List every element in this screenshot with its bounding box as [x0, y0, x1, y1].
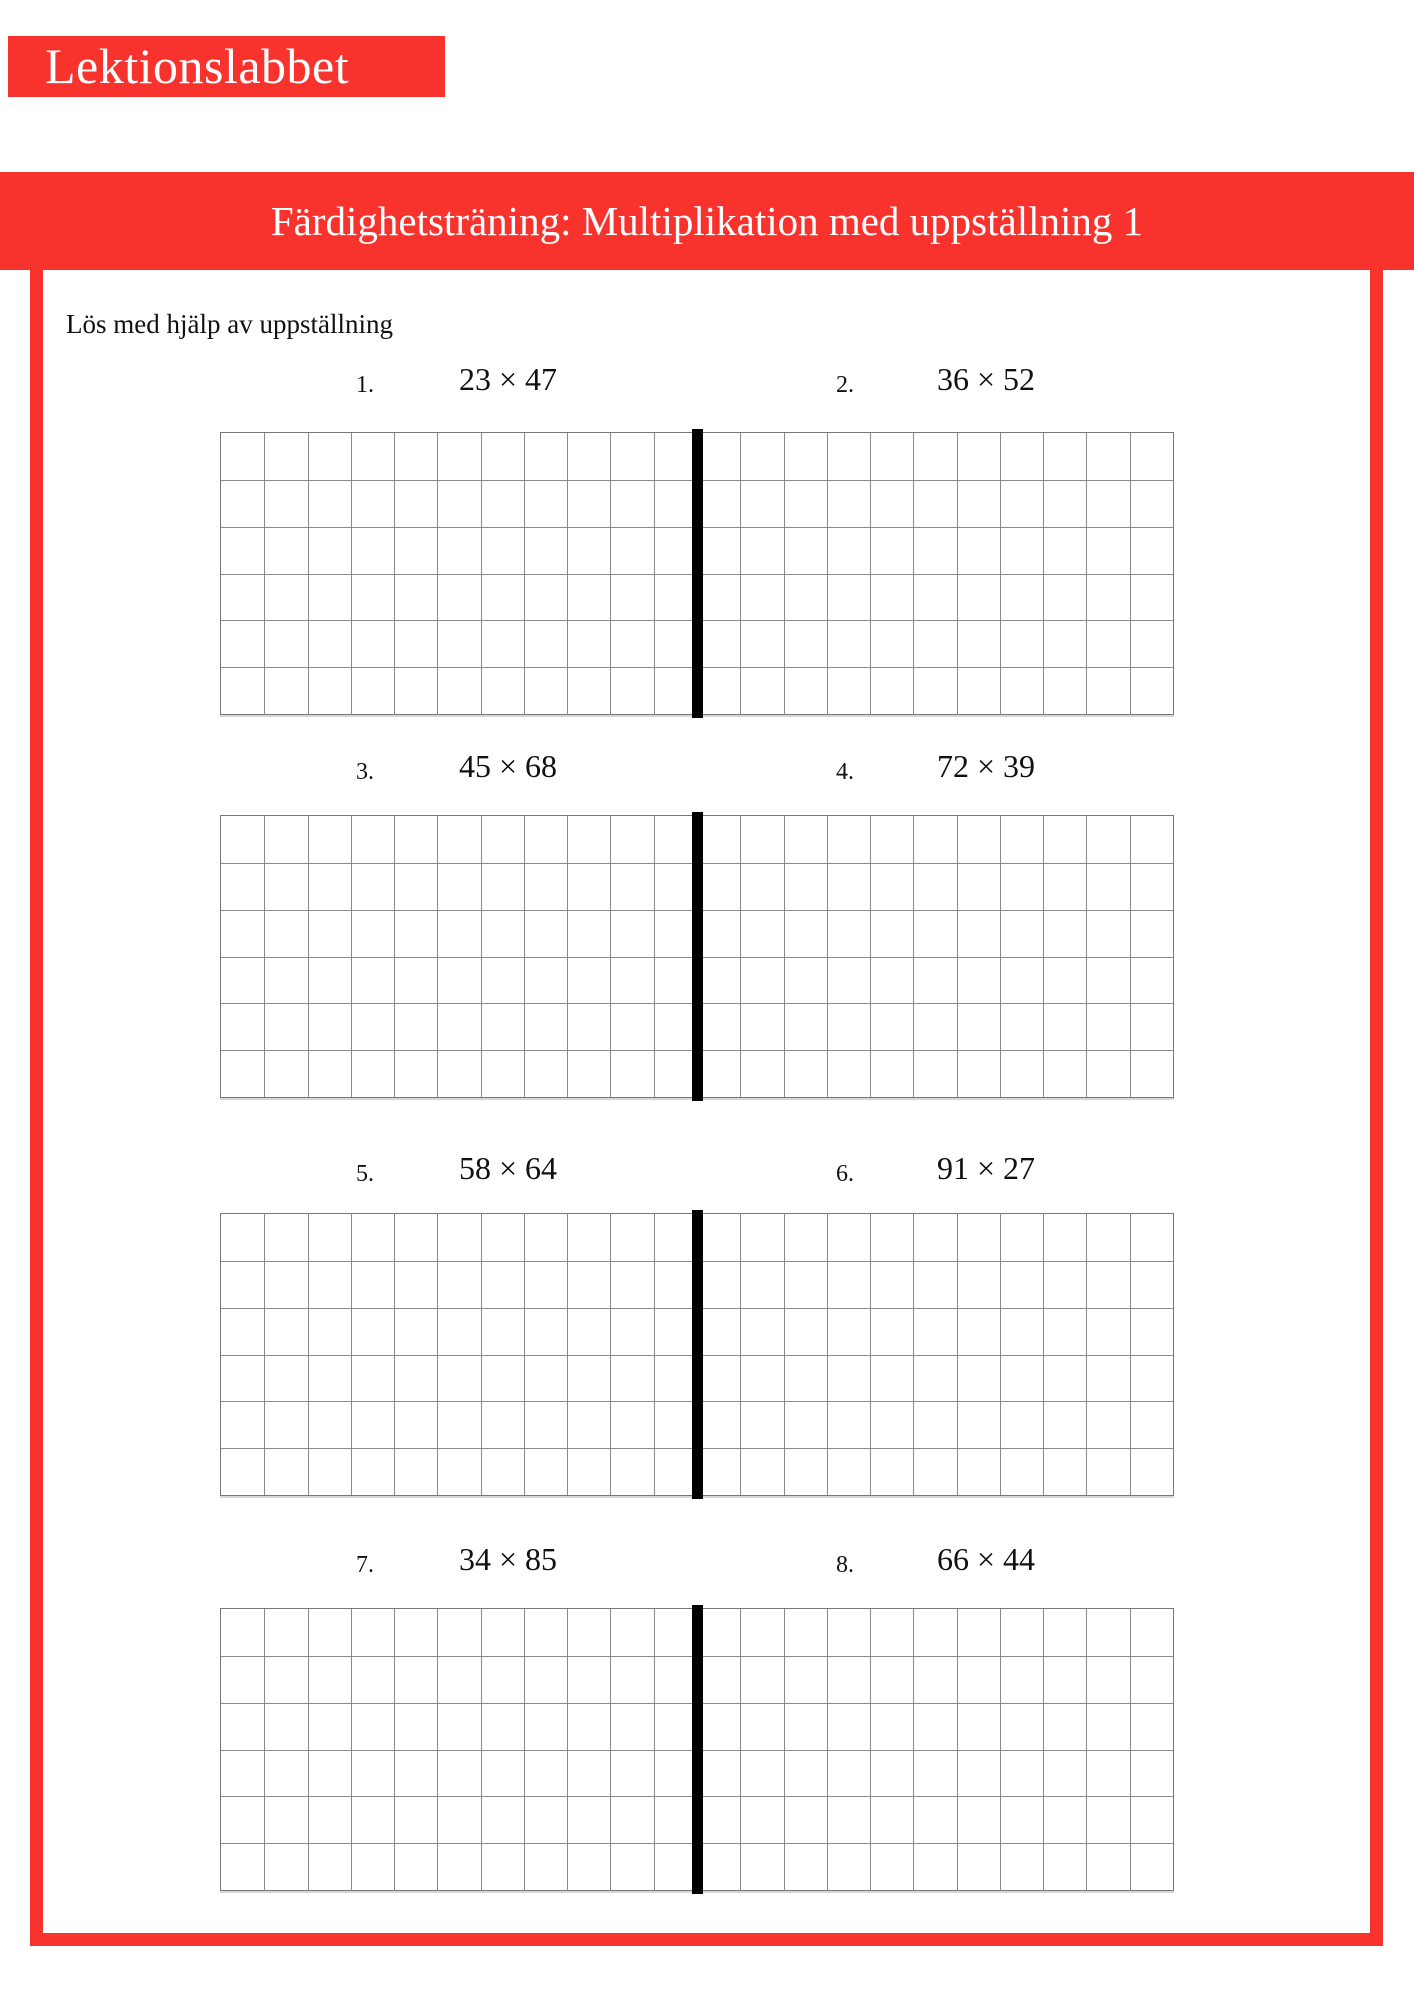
- problem-number: 7.: [356, 1552, 374, 1578]
- working-grid: [220, 1213, 1174, 1496]
- problem-labels: [0, 1543, 1414, 1615]
- page-title: Färdighetsträning: Multiplikation med uppställning 1: [270, 198, 1144, 244]
- problem-expression: 36 × 52: [936, 361, 1036, 397]
- problem-expression: 34 × 85: [458, 1541, 558, 1577]
- grid-center-divider: [692, 429, 703, 718]
- problem-expression: 66 × 44: [936, 1541, 1036, 1577]
- grid-center-divider: [692, 1605, 703, 1894]
- working-grid: [220, 815, 1174, 1098]
- problem-number: 6.: [836, 1161, 854, 1187]
- problem-expression: 45 × 68: [458, 748, 558, 784]
- problem-number: 8.: [836, 1552, 854, 1578]
- instruction-text: Lös med hjälp av uppställning: [66, 309, 393, 339]
- problem-number: 4.: [836, 759, 854, 785]
- logo-text: Lektionslabbet: [45, 38, 350, 94]
- title-banner: [0, 172, 1414, 270]
- problem-row-3: [0, 1150, 1414, 1503]
- problem-expression: 91 × 27: [936, 1150, 1036, 1186]
- problem-labels: [0, 363, 1414, 435]
- problem-number: 3.: [356, 759, 374, 785]
- logo-badge: [8, 36, 445, 97]
- grid-center-divider: [692, 812, 703, 1101]
- problem-expression: 72 × 39: [936, 748, 1036, 784]
- working-grid: [220, 1608, 1174, 1891]
- problem-row-2: [0, 748, 1414, 1105]
- problem-row-4: [0, 1541, 1414, 1898]
- grid-center-divider: [692, 1210, 703, 1499]
- problem-number: 1.: [356, 372, 374, 398]
- problem-row-1: [0, 361, 1414, 722]
- problem-number: 2.: [836, 372, 854, 398]
- problem-number: 5.: [356, 1161, 374, 1187]
- problem-labels: [0, 750, 1414, 822]
- working-grid: [220, 432, 1174, 715]
- problem-expression: 58 × 64: [458, 1150, 558, 1186]
- problem-expression: 23 × 47: [458, 361, 558, 397]
